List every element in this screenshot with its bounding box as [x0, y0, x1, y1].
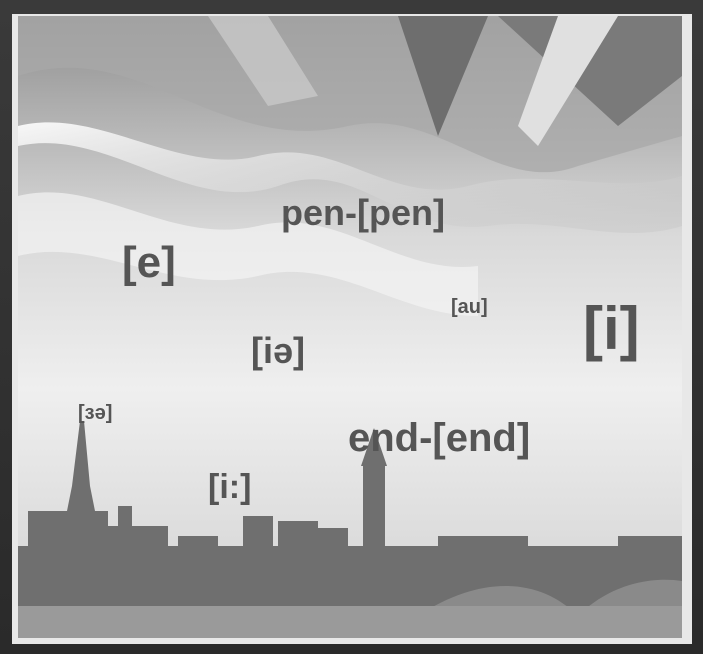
phoneme-ie: [iə]: [251, 330, 305, 371]
word-end: end-[end]: [348, 416, 531, 460]
phoneme-au: [au]: [451, 296, 488, 318]
phoneme-3e: [зə]: [78, 402, 113, 424]
london-flag-photo: [18, 16, 682, 638]
phoneme-i: [i]: [583, 295, 640, 362]
word-pen: pen-[pen]: [281, 192, 445, 233]
phoneme-e: [e]: [122, 238, 176, 287]
phoneme-ii: [i:]: [208, 468, 252, 506]
